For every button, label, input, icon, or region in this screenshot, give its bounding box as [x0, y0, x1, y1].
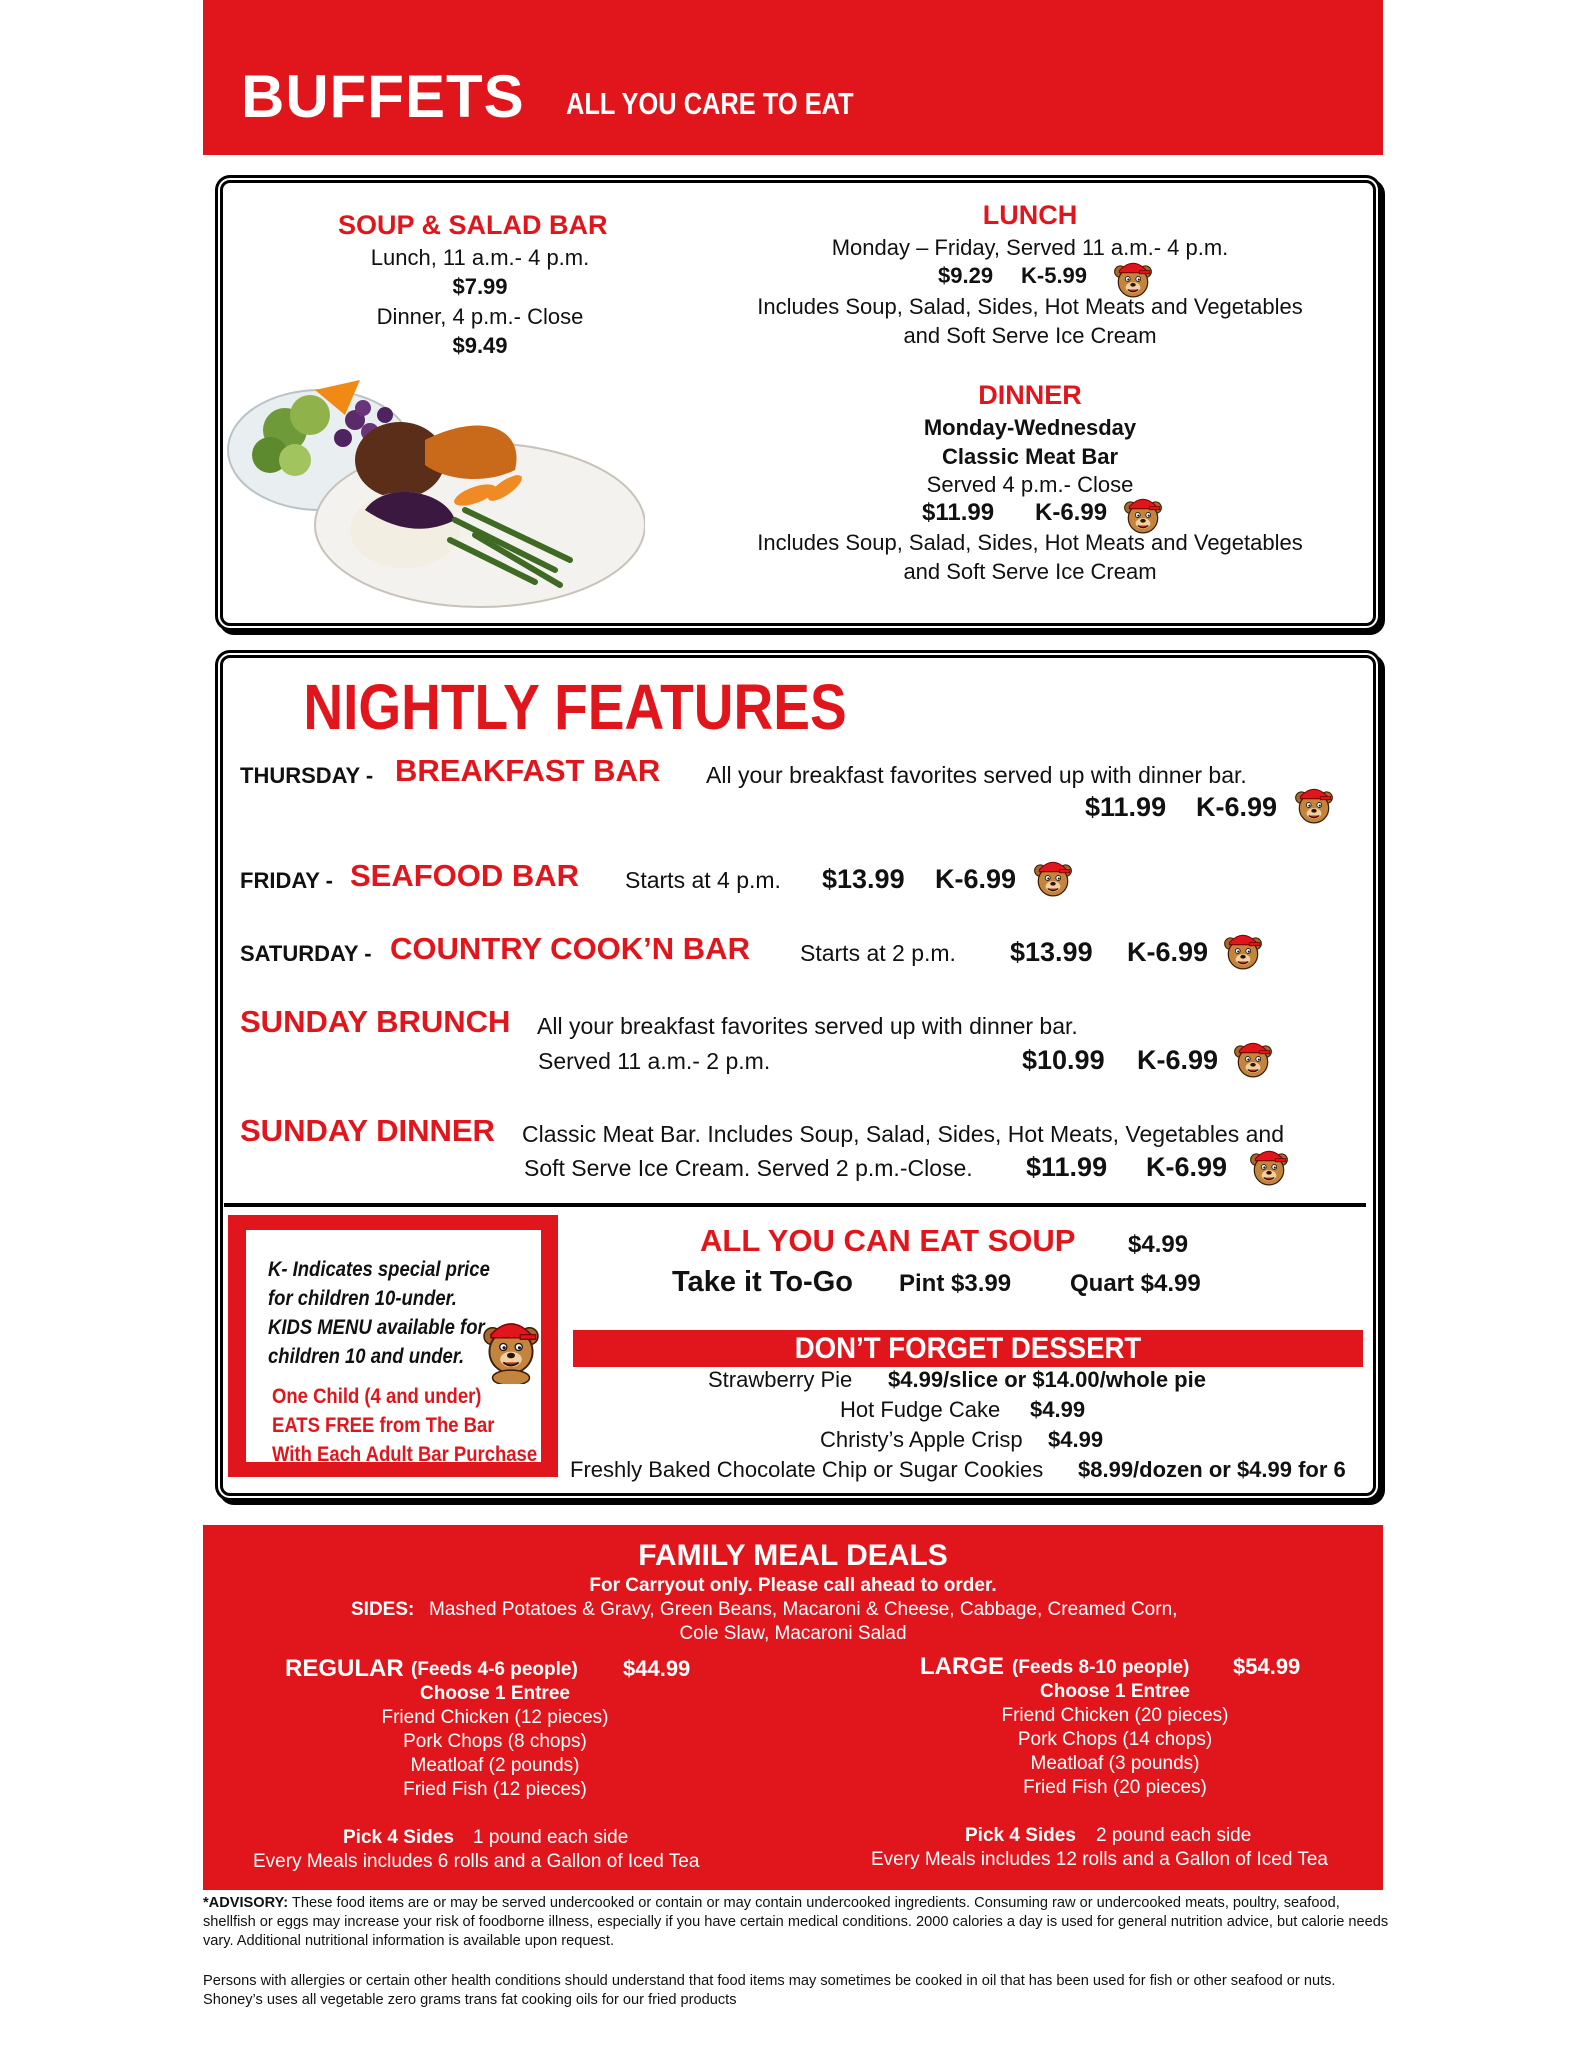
advisory-text — [203, 1894, 1393, 1951]
soup-quart: Quart $4.99 — [1070, 1270, 1201, 1297]
saturday-label: SATURDAY - — [240, 941, 372, 966]
soup-salad-lunch-time: Lunch, 11 a.m.- 4 p.m. — [370, 245, 590, 270]
large-name: LARGE — [920, 1653, 1004, 1680]
dinner-days: Monday-Wednesday — [923, 415, 1137, 440]
dinner-price: $11.99 — [922, 499, 995, 526]
friday-price: $13.99 — [822, 864, 905, 894]
sunday-brunch-feature: SUNDAY BRUNCH — [240, 1004, 511, 1039]
regular-pick: Pick 4 Sides — [343, 1827, 454, 1848]
dessert-item-name: Freshly Baked Chocolate Chip or Sugar Cookies — [570, 1457, 1044, 1482]
soup-salad-dinner-time: Dinner, 4 p.m.- Close — [376, 304, 584, 329]
friday-label: FRIDAY - — [240, 868, 333, 893]
friday-kid-price: K-6.99 — [935, 864, 1017, 894]
sunday-dinner-price: $11.99 — [1026, 1152, 1108, 1182]
soup-price: $4.99 — [1128, 1231, 1189, 1258]
kids-line-3: KIDS MENU available for — [268, 1316, 485, 1339]
large-choose: Choose 1 Entree — [1040, 1681, 1190, 1702]
page-title: BUFFETS — [241, 63, 525, 130]
lunch-kid-price: K-5.99 — [1021, 263, 1088, 288]
friday-desc: Starts at 4 p.m. — [625, 867, 781, 893]
large-price: $54.99 — [1233, 1654, 1301, 1679]
kids-free-1: One Child (4 and under) — [272, 1385, 482, 1408]
large-every: Every Meals includes 12 rolls and a Gallon of Iced Tea — [871, 1849, 1328, 1870]
large-entree: Fried Fish (20 pieces) — [1023, 1777, 1207, 1798]
regular-name: REGULAR — [285, 1655, 404, 1682]
sunday-brunch-desc-1: All your breakfast favorites served up with dinner bar. — [537, 1013, 1078, 1039]
family-sides-2: Cole Slaw, Macaroni Salad — [679, 1623, 907, 1644]
regular-feeds: (Feeds 4-6 people) — [411, 1659, 578, 1680]
sunday-dinner-kid-price: K-6.99 — [1146, 1152, 1228, 1182]
bear-icon — [1248, 1146, 1290, 1188]
saturday-feature: COUNTRY COOK’N BAR — [390, 931, 750, 966]
saturday-kid-price: K-6.99 — [1127, 937, 1209, 967]
thursday-price: $11.99 — [1085, 792, 1167, 822]
page-subtitle: ALL YOU CARE TO EAT — [566, 86, 854, 121]
dessert-item-price: $4.99/slice or $14.00/whole pie — [888, 1367, 1206, 1392]
thursday-desc: All your breakfast favorites served up with dinner bar. — [706, 762, 1247, 788]
advisory-body: These food items are or may be served undercooked or contain or may contain undercooked ingredients. Consuming raw or undercooked meats, poultry, seafood, shellfish or eggs may increase your risk of foodborne illness, especially if you have certain medical conditions. 2000 calories a day is used for general nutrition advice, but calorie needs vary. Additional nutritional information is available upon request. — [203, 1895, 1389, 1949]
bear-icon — [1222, 930, 1264, 972]
large-pick: Pick 4 Sides — [965, 1825, 1076, 1846]
bear-mascot-icon — [480, 1310, 542, 1384]
family-title: FAMILY MEAL DEALS — [638, 1539, 948, 1572]
dinner-includes-2: and Soft Serve Ice Cream — [903, 559, 1157, 584]
dessert-item-price: $4.99 — [1030, 1397, 1086, 1422]
kids-line-2: for children 10-under. — [268, 1287, 457, 1310]
soup-salad-dinner-price: $9.49 — [452, 333, 508, 358]
bear-icon — [1293, 784, 1335, 826]
sunday-brunch-kid-price: K-6.99 — [1137, 1045, 1219, 1075]
soup-salad-title: SOUP & SALAD BAR — [338, 210, 608, 240]
dessert-item-name: Christy’s Apple Crisp — [820, 1427, 1023, 1452]
dinner-served: Served 4 p.m.- Close — [926, 472, 1134, 497]
family-meal-deals — [203, 1525, 1383, 1890]
dinner-kid-price: K-6.99 — [1035, 499, 1108, 526]
sunday-brunch-desc-2: Served 11 a.m.- 2 p.m. — [538, 1048, 771, 1074]
kids-line-4: children 10 and under. — [268, 1345, 465, 1368]
dessert-item-price: $8.99/dozen or $4.99 for 6 — [1078, 1457, 1346, 1482]
bear-icon — [1032, 857, 1074, 899]
family-sides-1: Mashed Potatoes & Gravy, Green Beans, Macaroni & Cheese, Cabbage, Creamed Corn, — [429, 1599, 1178, 1620]
kids-free-2: EATS FREE from The Bar — [272, 1414, 495, 1437]
regular-price: $44.99 — [623, 1656, 691, 1681]
thursday-kid-price: K-6.99 — [1196, 792, 1278, 822]
allergy-text: Persons with allergies or certain other health conditions should understand that food items may sometimes be cooked in oil that has been used for fish or other seafood or nuts. Shoney’s uses all vegetable zero grams trans fat cooking oils for our fried products — [203, 1973, 1336, 2008]
kids-free-3: With Each Adult Bar Purchase — [272, 1443, 538, 1466]
thursday-label: THURSDAY - — [240, 763, 374, 788]
dinner-includes-1: Includes Soup, Salad, Sides, Hot Meats and Vegetables — [757, 530, 1303, 555]
regular-entree: Meatloaf (2 pounds) — [410, 1755, 580, 1776]
header-banner — [203, 0, 1383, 155]
nightly-features-title: NIGHTLY FEATURES — [303, 671, 847, 743]
large-entree: Meatloaf (3 pounds) — [1030, 1753, 1200, 1774]
dessert-item-price: $4.99 — [1048, 1427, 1104, 1452]
thursday-feature: BREAKFAST BAR — [395, 753, 661, 788]
regular-entree: Fried Fish (12 pieces) — [403, 1779, 587, 1800]
dessert-title: DON’T FORGET DESSERT — [794, 1332, 1142, 1365]
lunch-schedule: Monday – Friday, Served 11 a.m.- 4 p.m. — [831, 235, 1229, 260]
large-pick-desc: 2 pound each side — [1096, 1825, 1252, 1846]
soup-pint: Pint $3.99 — [899, 1270, 1012, 1297]
soup-salad-lunch-price: $7.99 — [452, 274, 508, 299]
lunch-price: $9.29 — [938, 263, 994, 288]
dessert-banner — [573, 1330, 1363, 1367]
dessert-item-name: Hot Fudge Cake — [840, 1397, 1001, 1422]
family-subtitle: For Carryout only. Please call ahead to order. — [589, 1575, 997, 1596]
regular-choose: Choose 1 Entree — [420, 1683, 570, 1704]
sunday-dinner-feature: SUNDAY DINNER — [240, 1113, 495, 1148]
section-divider — [224, 1203, 1366, 1207]
large-entree: Friend Chicken (20 pieces) — [1001, 1705, 1229, 1726]
dinner-title: DINNER — [978, 380, 1082, 410]
lunch-title: LUNCH — [982, 200, 1078, 230]
lunch-includes-2: and Soft Serve Ice Cream — [903, 323, 1157, 348]
dinner-bar: Classic Meat Bar — [941, 444, 1119, 469]
lunch-includes-1: Includes Soup, Salad, Sides, Hot Meats and Vegetables — [757, 294, 1303, 319]
regular-pick-desc: 1 pound each side — [473, 1827, 629, 1848]
large-feeds: (Feeds 8-10 people) — [1012, 1657, 1190, 1678]
regular-entree: Pork Chops (8 chops) — [403, 1731, 587, 1752]
soup-to-go: Take it To-Go — [672, 1266, 853, 1298]
kids-line-1: K- Indicates special price — [268, 1258, 490, 1281]
regular-every: Every Meals includes 6 rolls and a Gallon of Iced Tea — [253, 1851, 700, 1872]
saturday-price: $13.99 — [1010, 937, 1093, 967]
large-entree: Pork Chops (14 chops) — [1017, 1729, 1213, 1750]
buffet-plate-image — [225, 320, 645, 610]
advisory-label: *ADVISORY: — [203, 1895, 289, 1911]
saturday-desc: Starts at 2 p.m. — [800, 940, 956, 966]
family-sides-label: SIDES: — [351, 1599, 415, 1620]
soup-title: ALL YOU CAN EAT SOUP — [700, 1223, 1076, 1258]
bear-icon — [1232, 1038, 1274, 1080]
regular-entree: Friend Chicken (12 pieces) — [381, 1707, 609, 1728]
sunday-dinner-desc-2: Soft Serve Ice Cream. Served 2 p.m.-Close. — [524, 1155, 973, 1181]
sunday-brunch-price: $10.99 — [1022, 1045, 1105, 1075]
sunday-dinner-desc-1: Classic Meat Bar. Includes Soup, Salad, Sides, Hot Meats, Vegetables and — [522, 1121, 1284, 1147]
dessert-item-name: Strawberry Pie — [708, 1367, 853, 1392]
friday-feature: SEAFOOD BAR — [350, 858, 580, 893]
